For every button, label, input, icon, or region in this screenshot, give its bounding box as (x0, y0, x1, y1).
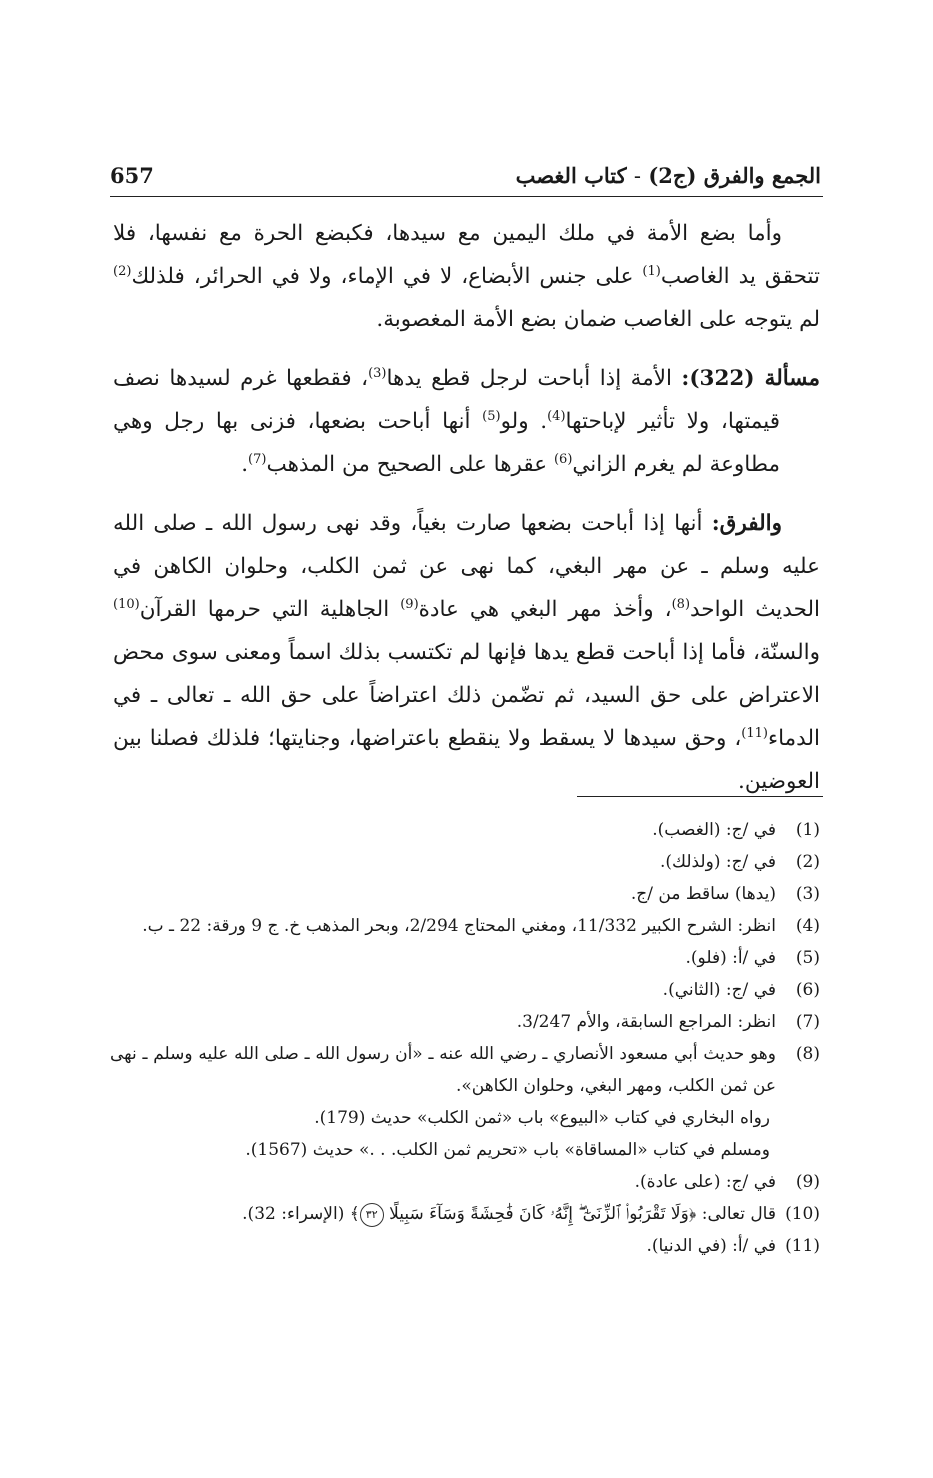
issue-paragraph: مسألة (322): الأمة إذا أباحت لرجل قطع يدها$^{(3)}$، فقطعها غرم لسيدها نصف قيمتها، ولا تأثير لإباحتها$^{(4)}$. ولو$^{(5)}$ أنها أباحت بضعها، فزنى بها رجل وهي مطاوعة لم يغرم الزاني$^{(6)}$ عقرها على الصحيح من المذهب$^{(7)}$. (113, 365, 821, 477)
footnote-item (110, 942, 820, 974)
verse-citation: ﴾ (الإسراء: 32). (242, 1204, 360, 1224)
footnote-ref: (10) (113, 596, 140, 612)
footnote-text: في /ج: (على عادة). (634, 1172, 776, 1192)
footnote-item (110, 846, 820, 878)
difference-paragraph: والفرق: أنها إذا أباحت بضعها صارت بغياً، وقد نهى رسول الله ـ صلى الله عليه وسلم ـ عن مهر البغي، كما نهى عن ثمن الكلب، وحلوان الكاهن في الحديث الواحد$^{(8)}$، وأخذ مهر البغي هي عادة$^{(9)}$ الجاهلية التي حرمها القرآن$^{(10)}$ والسنّة، فأما إذا أباحت قطع يدها فإنها لم تكتسب بذلك اسماً ومعنى سوى محض الاعتراض على حق السيد، ثم تضّمن ذلك اعتراضاً على حق الله ـ تعالى ـ في الدماء$^{(11)}$، وحق سيدها لا يسقط ولا ينقطع باعتراضها، وجنايتها؛ فلذلك فصلنا بين العوضين. (113, 511, 820, 794)
footnote-text: (يدها) ساقط من /ج. (630, 884, 776, 904)
footnote-ref: (6) (553, 451, 573, 467)
footnote-item (110, 974, 820, 1006)
footnote-number: (6) (795, 980, 820, 1000)
issue-label: مسألة (322): (681, 366, 821, 391)
footnote-number: (8) (795, 1044, 820, 1064)
running-header (110, 148, 821, 188)
footnote-item (110, 814, 820, 846)
footnote-separator (577, 796, 823, 797)
footnote-number: (10) (785, 1204, 820, 1224)
footnote-number: (7) (795, 1012, 820, 1032)
footnote-number: (5) (795, 948, 820, 968)
footnote-item (110, 1038, 820, 1166)
footnote-ref: (11) (741, 725, 768, 741)
footnote-number: (2) (795, 852, 820, 872)
footnote-item (110, 910, 820, 942)
footnote-text: وهو حديث أبي مسعود الأنصاري ـ رضي الله عنه ـ «أن رسول الله ـ صلى الله عليه وسلم ـ نهى عن ثمن الكلب، ومهر البغي، وحلوان الكاهن». (110, 1044, 776, 1096)
footnote-number: (1) (795, 820, 820, 840)
footnote-ref: (2) (113, 263, 132, 279)
footnote-text: رواه البخاري في كتاب «البيوع» باب «ثمن الكلب» حديث (179). (314, 1108, 770, 1128)
page-number: 657 (110, 163, 154, 188)
footnote-item (110, 878, 820, 910)
footnote-number: (4) (795, 916, 820, 936)
footnote-text: ومسلم في كتاب «المساقاة» باب «تحريم ثمن الكلب. . .» حديث (1567). (245, 1140, 770, 1160)
footnote-ref: (9) (400, 596, 419, 612)
footnote-item (110, 1166, 820, 1198)
footnote-text: انظر: الشرح الكبير 11/332، ومغني المحتاج 2/294، وبحر المذهب خ. ج 9 ورقة: 22 ـ ب. (142, 916, 776, 936)
footnote-number: (9) (795, 1172, 820, 1192)
footnote-item (110, 1230, 820, 1262)
footnote-ref: (8) (671, 596, 691, 612)
footnote-ref: (5) (482, 408, 501, 424)
header-separator: - (633, 164, 642, 188)
footnote-number: (11) (785, 1236, 820, 1256)
footnote-text: انظر: المراجع السابقة، والأم 3/247. (516, 1012, 776, 1032)
quran-verse-text: قال تعالى: ﴿وَلَا تَقْرَبُوا۟ ٱلزِّنَىٰٓ ۖ إِنَّهُۥ كَانَ فَٰحِشَةً وَسَآءَ سَبِيلًا (389, 1204, 776, 1224)
footnote-text: في /أ: (في الدنيا). (646, 1236, 776, 1256)
footnote-text: في /ج: (ولذلك). (659, 852, 776, 872)
footnote-ref: (1) (642, 263, 661, 279)
difference-label: والفرق: (711, 511, 782, 536)
footnote-ref: (3) (368, 365, 387, 381)
footnote-text: في /أ: (فلو). (685, 948, 776, 968)
footnote-ref: (7) (248, 451, 267, 467)
section-title: كتاب الغصب (515, 163, 627, 188)
header-title (516, 163, 821, 188)
footnote-text: في /ج: (الثاني). (662, 980, 776, 1000)
footnotes (110, 814, 820, 1262)
footnote-item (110, 1198, 820, 1230)
verse-number-mark: ٣٢ (360, 1203, 384, 1227)
footnote-number: (3) (795, 884, 820, 904)
footnote-ref: (4) (547, 408, 566, 424)
intro-paragraph: وأما بضع الأمة في ملك اليمين مع سيدها، فكبضع الحرة مع نفسها، فلا تتحقق يد الغاصب$^{(1)}$ على جنس الأبضاع، لا في الإماء، ولا في الحرائر، فلذلك$^{(2)}$ لم يتوجه على الغاصب ضمان بضع الأمة المغصوبة. (113, 221, 820, 332)
footnote-text: في /ج: (الغصب). (652, 820, 776, 840)
footnote-item (110, 1006, 820, 1038)
main-text (113, 212, 820, 803)
header-rule (110, 196, 823, 197)
book-title: الجمع والفرق (ج2) (648, 163, 821, 188)
